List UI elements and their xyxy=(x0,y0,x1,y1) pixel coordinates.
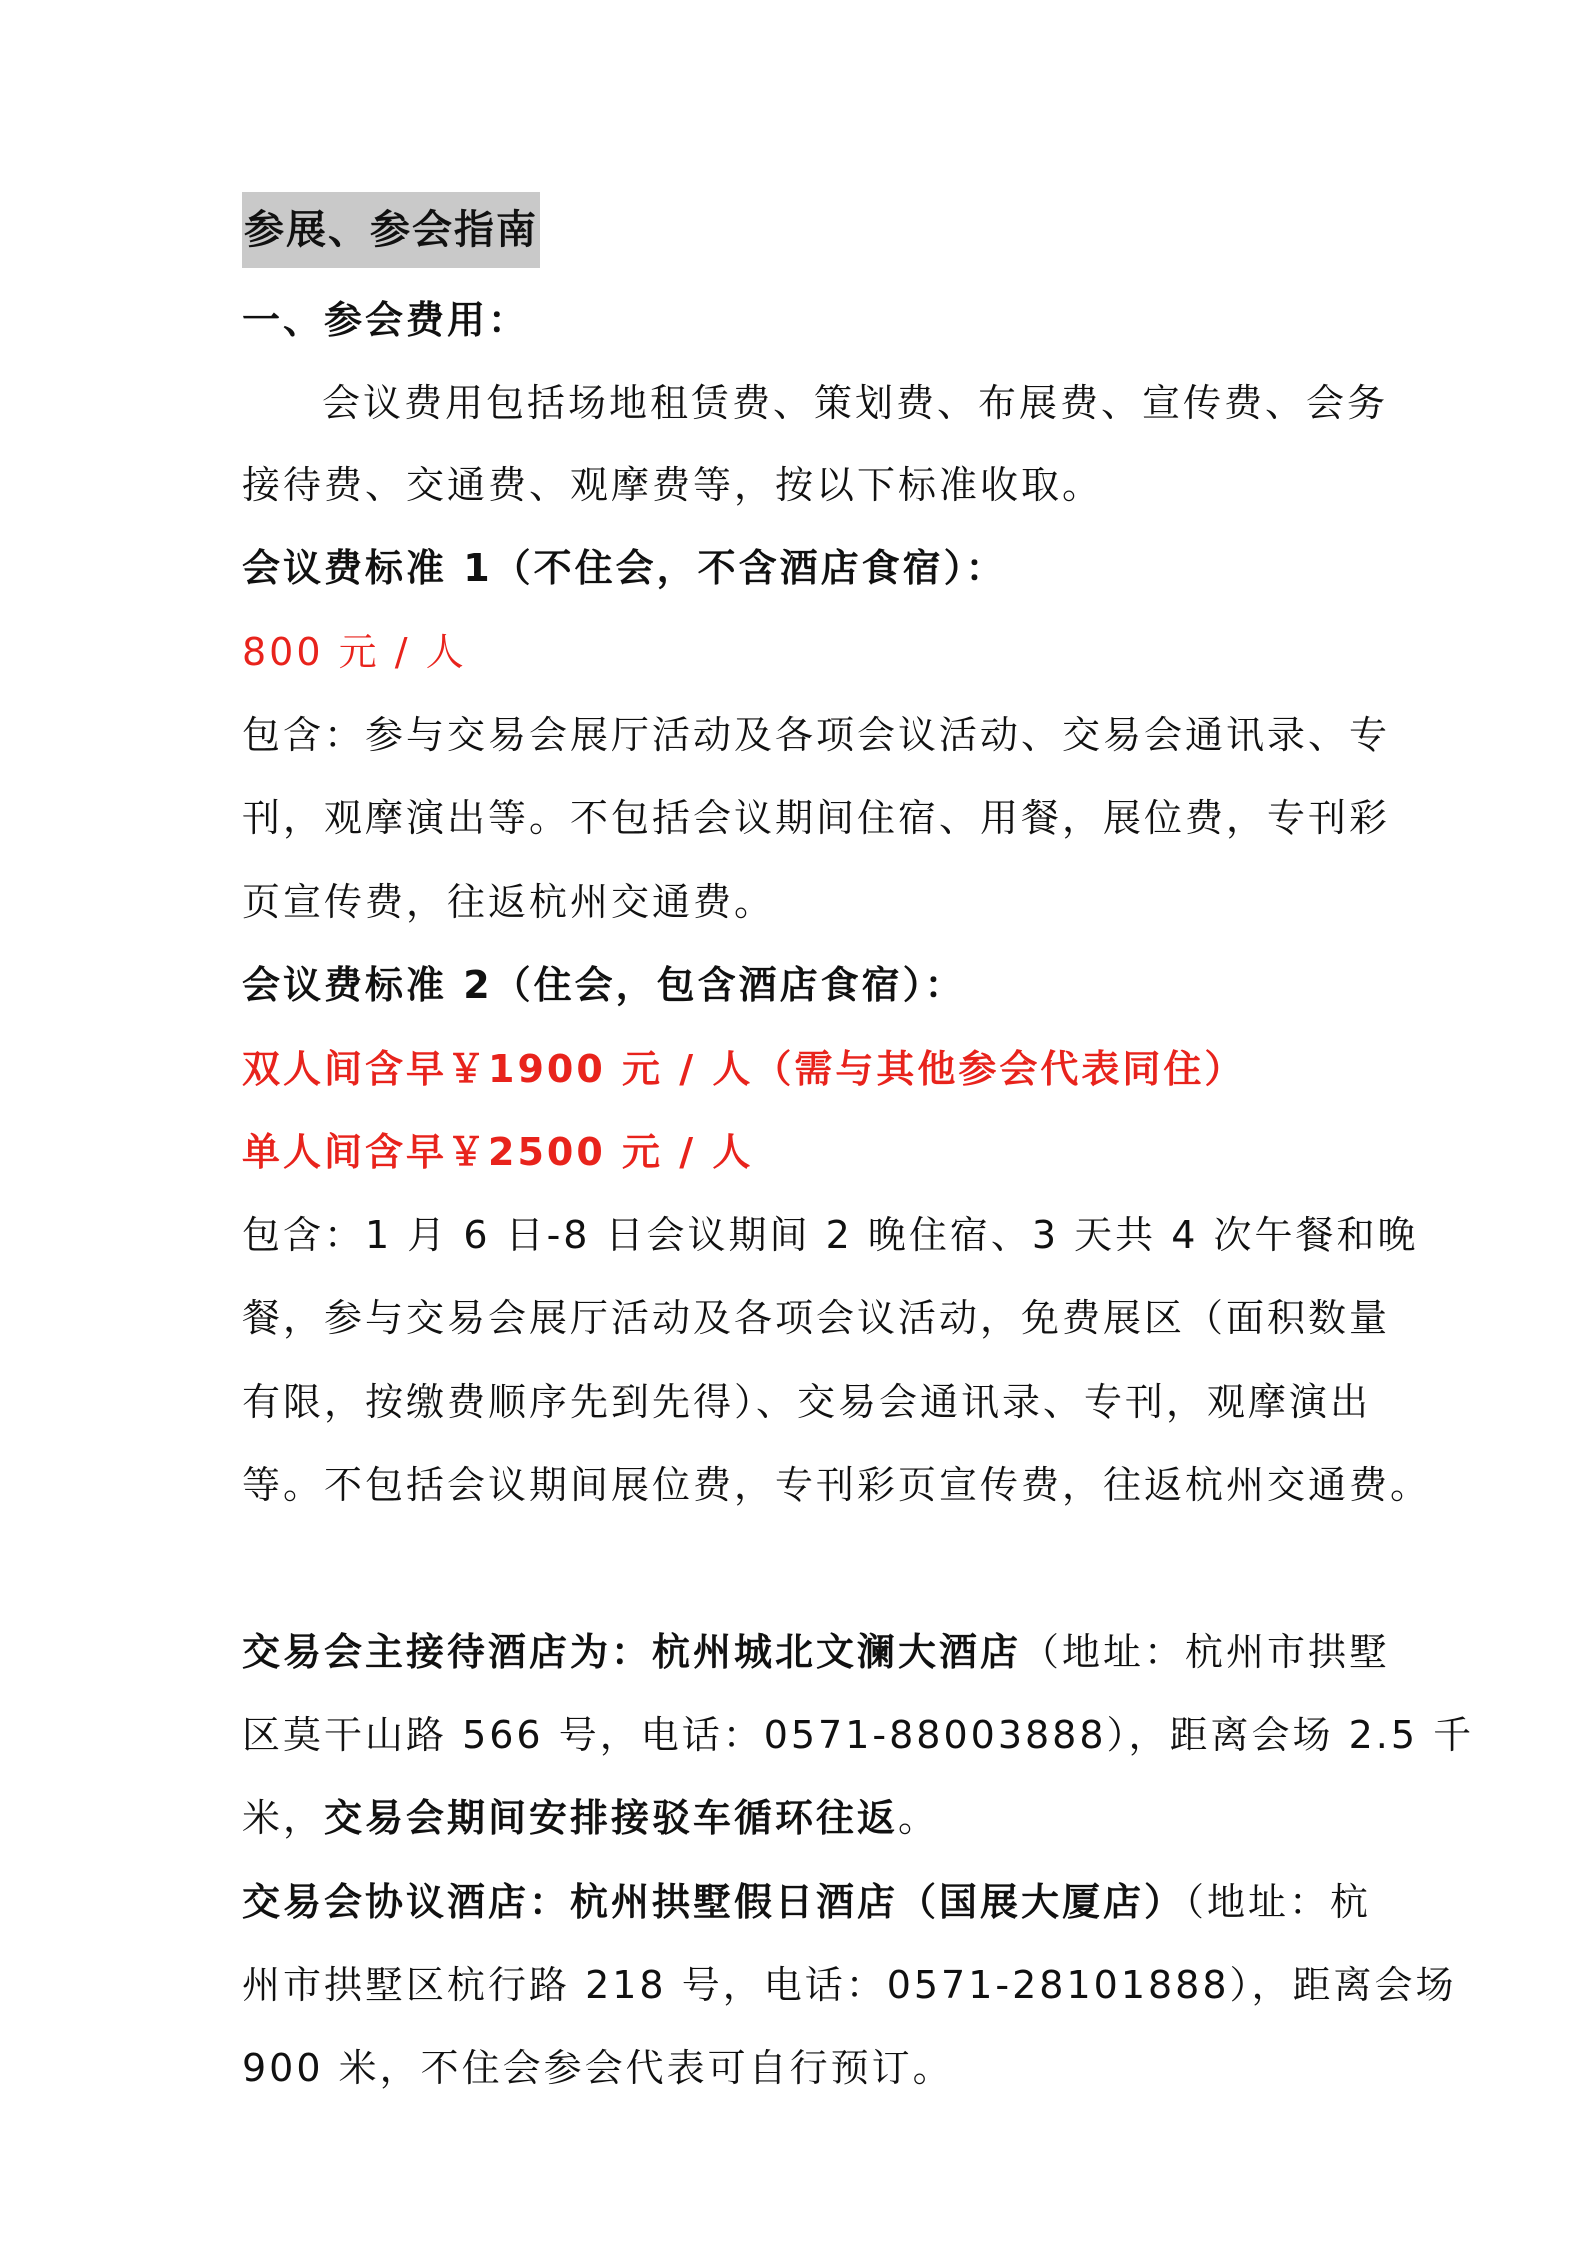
standard2-heading: 会议费标准 2（住会，包含酒店食宿）： xyxy=(242,963,966,1007)
shuttle-note: 交易会期间安排接驳车循环往返 xyxy=(324,1796,899,1840)
standard1-desc-line-3: 页宣传费，往返杭州交通费。 xyxy=(242,880,776,924)
fees-intro-line-2: 接待费、交通费、观摩费等，按以下标准收取。 xyxy=(242,463,1104,507)
main-hotel-line-2: 区莫干山路 566 号，电话：0571-88003888），距离会场 2.5 千 xyxy=(242,1713,1475,1757)
standard2-price-double: 双人间含早￥1900 元 / 人（需与其他参会代表同住） xyxy=(242,1047,1246,1091)
main-hotel-period: 。 xyxy=(898,1796,940,1840)
main-hotel-address-start: （地址：杭州市拱墅 xyxy=(1021,1630,1391,1674)
standard2-desc-line-2: 餐，参与交易会展厅活动及各项会议活动，免费展区（面积数量 xyxy=(242,1296,1391,1340)
section-heading-fees: 一、参会费用： xyxy=(242,298,530,342)
agreement-hotel-label: 交易会协议酒店：杭州拱墅假日酒店（国展大厦店） xyxy=(242,1880,1186,1924)
agreement-hotel-line-3: 900 米，不住会参会代表可自行预订。 xyxy=(242,2046,954,2090)
standard2-desc-line-4: 等。不包括会议期间展位费，专刊彩页宣传费，往返杭州交通费。 xyxy=(242,1463,1432,1507)
standard1-heading: 会议费标准 1（不住会，不含酒店食宿）： xyxy=(242,546,1007,590)
standard1-desc-line-1: 包含：参与交易会展厅活动及各项会议活动、交易会通讯录、专 xyxy=(242,713,1391,757)
main-hotel-line-3 xyxy=(242,1793,939,1843)
main-hotel-line-1 xyxy=(242,1627,1390,1677)
main-hotel-distance-end: 米， xyxy=(242,1796,325,1840)
standard2-desc-line-3: 有限，按缴费顺序先到先得）、交易会通讯录、专刊，观摩演出 xyxy=(242,1380,1372,1424)
agreement-hotel-line-1 xyxy=(242,1877,1371,1927)
main-hotel-label: 交易会主接待酒店为：杭州城北文澜大酒店 xyxy=(242,1630,1022,1674)
fees-intro-line-1: 会议费用包括场地租赁费、策划费、布展费、宣传费、会务 xyxy=(322,381,1389,425)
standard1-price: 800 元 / 人 xyxy=(242,630,467,674)
page-title: 参展、参会指南 xyxy=(242,192,540,268)
agreement-hotel-line-2: 州市拱墅区杭行路 218 号，电话：0571-28101888），距离会场 xyxy=(242,1963,1457,2007)
standard1-desc-line-2: 刊，观摩演出等。不包括会议期间住宿、用餐，展位费，专刊彩 xyxy=(242,796,1391,840)
agreement-hotel-address-start: （地址：杭 xyxy=(1185,1880,1372,1924)
standard2-desc-line-1: 包含：1 月 6 日-8 日会议期间 2 晚住宿、3 天共 4 次午餐和晚 xyxy=(242,1213,1419,1257)
standard2-price-single: 单人间含早￥2500 元 / 人 xyxy=(242,1130,754,1174)
